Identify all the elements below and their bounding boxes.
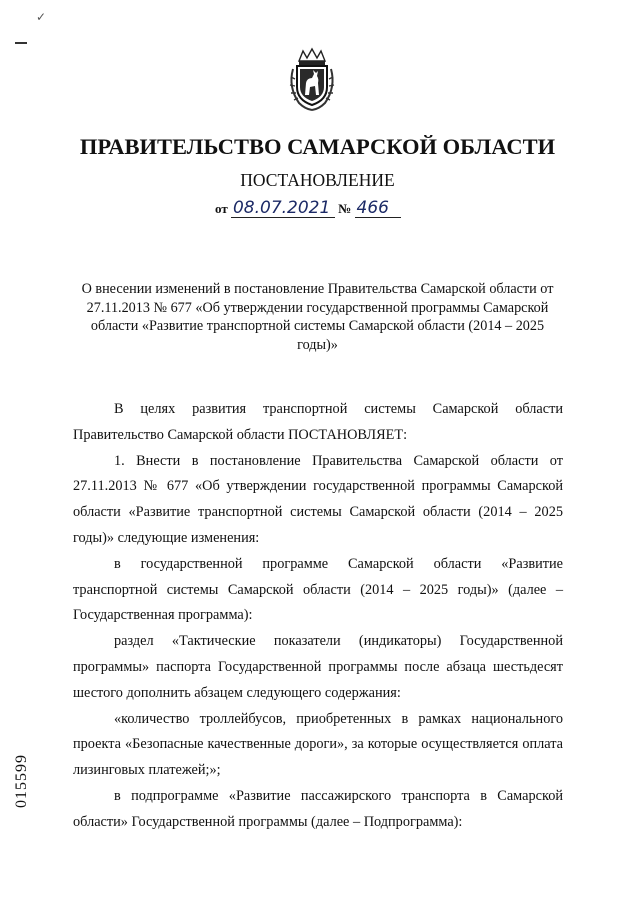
date-prefix: от — [215, 201, 228, 216]
government-title: ПРАВИТЕЛЬСТВО САМАРСКОЙ ОБЛАСТИ — [79, 134, 556, 159]
document-type: ПОСТАНОВЛЕНИЕ — [240, 170, 395, 190]
date-value: 08.07.2021 — [231, 199, 335, 218]
body-paragraph: «количество троллейбусов, приобретенных в рамках национального проекта «Безопасные качественные дороги», за которые осуществляется оплата лизинговых платежей;»; — [73, 710, 563, 779]
document-subject: О внесении изменений в постановление Правительства Самарской области от 27.11.2013 № 677 «Об утверждении государственной программы Самарской области «Развитие транспортной системы Самарской области (2014 – 2025 годы)» — [81, 281, 554, 353]
margin-serial-number: 015599 — [13, 754, 30, 808]
body-paragraph: В целях развития транспортной системы Самарской области Правительство Самарской области ПОСТАНОВЛЯЕТ: — [73, 401, 563, 443]
body-paragraph: в государственной программе Самарской области «Развитие транспортной системы Самарской области (2014 – 2025 годы)» (далее – Государственная программа): — [73, 555, 563, 624]
scan-tick — [15, 42, 27, 44]
body-paragraph: 1. Внести в постановление Правительства Самарской области от 27.11.2013 № 677 «Об утверждении государственной программы Самарской области «Развитие транспортной системы Самарской области (2014 – 2025 годы)» следующие изменения: — [73, 452, 563, 546]
number-prefix: № — [338, 201, 352, 216]
document-body — [73, 397, 563, 836]
scan-mark: ✓ — [36, 10, 47, 24]
body-paragraph: в подпрограмме «Развитие пассажирского транспорта в Самарской области» Государственной программы (далее – Подпрограмма): — [73, 787, 563, 830]
date-number-line — [215, 199, 401, 218]
number-value: 466 — [355, 199, 401, 218]
samara-coat-of-arms-icon — [285, 47, 339, 113]
body-paragraph: раздел «Тактические показатели (индикаторы) Государственной программы» паспорта Государственной программы после абзаца шестьдесят шестого дополнить абзацем следующего содержания: — [73, 633, 563, 701]
